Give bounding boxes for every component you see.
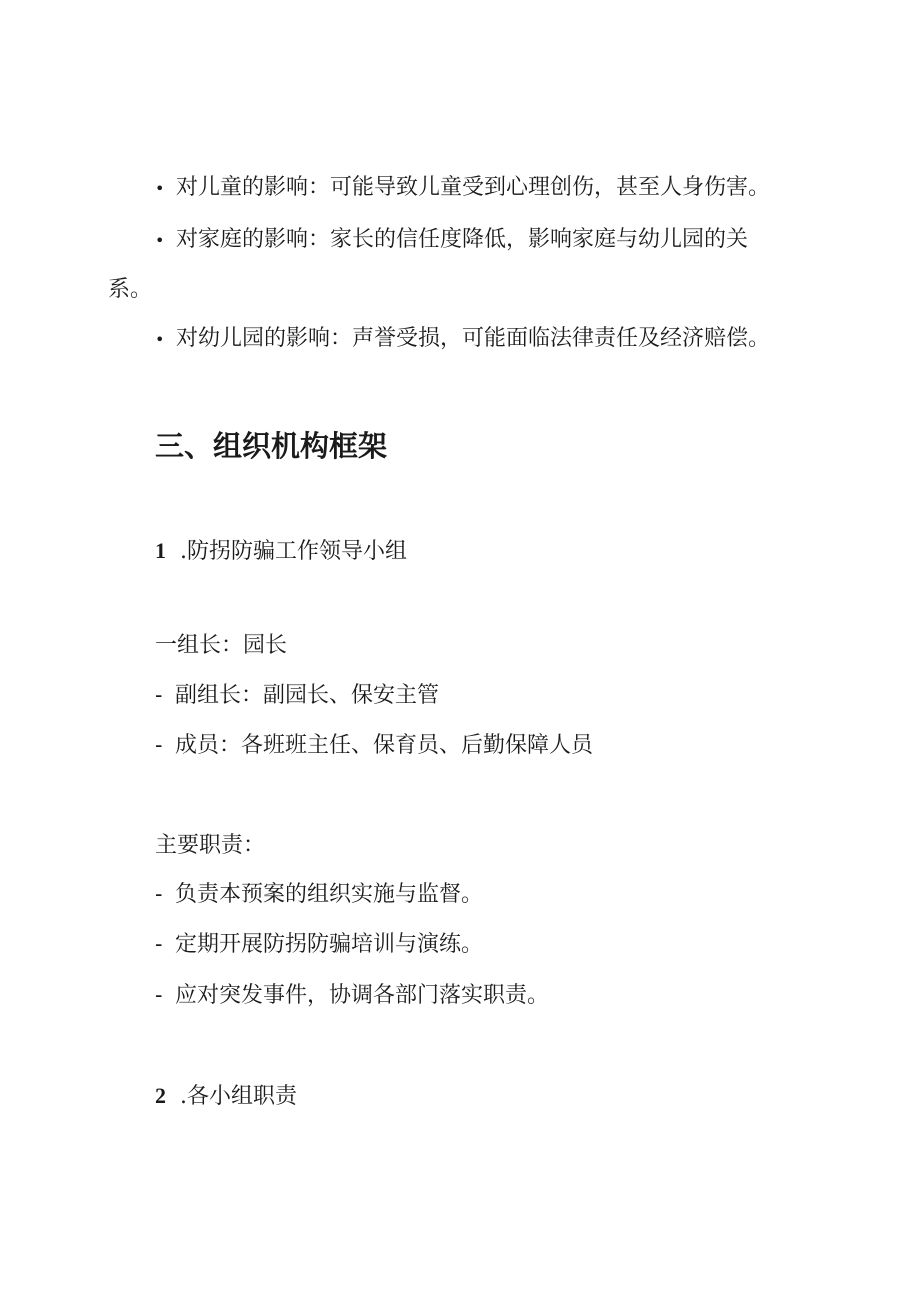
duty-item-text: 定期开展防拐防骗培训与演练。 (175, 932, 484, 957)
bullet-dot: • (155, 231, 165, 250)
dash-marker: - (155, 932, 163, 957)
bullet-item-children: 对儿童的影响：可能导致儿童受到心理创伤，甚至人身伤害。 (176, 175, 771, 200)
subsection-title: .防拐防骗工作领导小组 (180, 539, 407, 564)
duty-item (155, 880, 920, 910)
duty-item-text: 应对突发事件，协调各部门落实职责。 (175, 983, 550, 1008)
dash-marker: - (155, 683, 163, 708)
bullet-item-family: 对家庭的影响：家长的信任度降低，影响家庭与幼儿园的关 (176, 227, 749, 252)
duty-item (155, 930, 920, 960)
duty-item (155, 981, 920, 1011)
duties-label: 主要职责： (155, 833, 266, 858)
subsection-1-heading (155, 536, 920, 567)
member-deputy-text: 副组长：副园长、保安主管 (175, 683, 440, 708)
bullet-item-kindergarten: 对幼儿园的影响：声誉受损，可能面临法律责任及经济赔偿。 (176, 326, 771, 351)
dash-marker: - (155, 882, 163, 907)
bullet-item-family-cont: 系。 (108, 277, 153, 302)
subsection-title: .各小组职责 (180, 1084, 297, 1109)
member-staff (155, 731, 920, 761)
duty-item-text: 负责本预案的组织实施与监督。 (175, 882, 484, 907)
subsection-number: 1 (155, 538, 166, 563)
member-leader: 一组长：园长 (155, 633, 288, 658)
section-title: 三、组织机构框架 (155, 429, 388, 463)
member-deputy (155, 681, 920, 711)
subsection-2-heading (155, 1081, 920, 1112)
subsection-number: 2 (155, 1083, 166, 1108)
bullet-dot: • (155, 330, 165, 349)
member-staff-text: 成员：各班班主任、保育员、后勤保障人员 (175, 733, 594, 758)
bullet-dot: • (155, 179, 165, 198)
dash-marker: - (155, 733, 163, 758)
dash-marker: - (155, 983, 163, 1008)
